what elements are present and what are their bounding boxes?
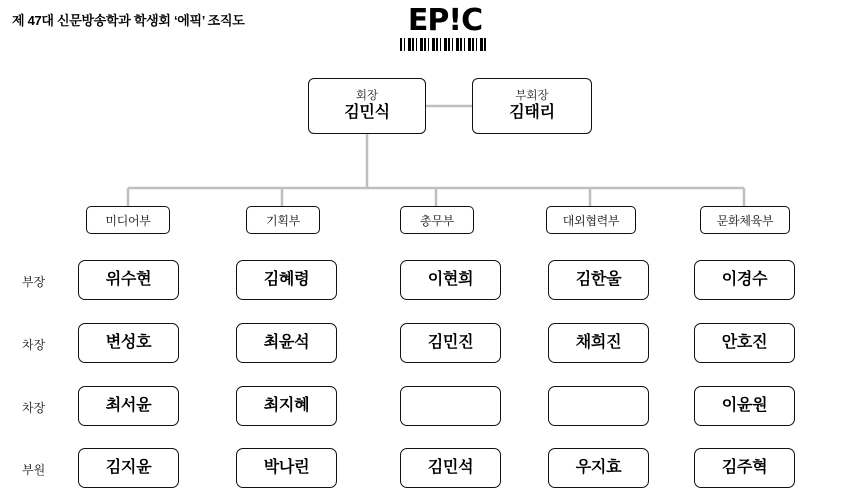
member-box (400, 260, 501, 300)
node-vice-president (472, 78, 592, 134)
member-name: 변성호 (105, 334, 152, 351)
member-box (78, 386, 179, 426)
member-box (236, 386, 337, 426)
member-name: 김민진 (427, 334, 474, 351)
member-box (694, 386, 795, 426)
member-name: 안호진 (721, 334, 768, 351)
member-name: 우지효 (575, 459, 622, 476)
member-box (548, 448, 649, 488)
member-box (694, 260, 795, 300)
dept-header-media (86, 206, 170, 234)
member-box (78, 323, 179, 363)
dept-label: 총무부 (420, 213, 454, 228)
node-president (308, 78, 426, 134)
dept-header-planning (246, 206, 320, 234)
dept-header-general-affairs (400, 206, 474, 234)
member-name: 김혜령 (263, 271, 310, 288)
member-box (236, 323, 337, 363)
president-role: 회장 (355, 90, 379, 102)
member-box (548, 323, 649, 363)
row-label-bujang: 부장 (22, 275, 46, 289)
vice-president-role: 부회장 (515, 90, 549, 102)
member-box (400, 323, 501, 363)
dept-label: 문화체육부 (716, 213, 774, 228)
member-box-empty (400, 386, 501, 426)
epic-logo (400, 3, 490, 54)
page-title: 제 47대 신문방송학과 학생회 ‘에픽’ 조직도 (12, 13, 245, 28)
member-name: 최윤석 (263, 334, 310, 351)
logo-wordmark: EP!C (407, 3, 483, 38)
vice-president-name: 김태리 (509, 104, 555, 121)
member-box-empty (548, 386, 649, 426)
dept-label: 대외협력부 (562, 213, 620, 228)
dept-header-culture-sports (700, 206, 790, 234)
row-label-buwon: 부원 (22, 463, 46, 477)
president-name: 김민식 (344, 104, 390, 121)
member-name: 위수현 (105, 271, 152, 288)
member-box (78, 448, 179, 488)
member-name: 최서윤 (105, 397, 152, 414)
member-name: 김지윤 (105, 459, 152, 476)
member-box (236, 448, 337, 488)
member-name: 이현희 (427, 271, 474, 288)
member-name: 박나린 (263, 459, 310, 476)
member-name: 김한울 (575, 271, 622, 288)
member-name: 김주혁 (721, 459, 768, 476)
row-label-chajang-2: 차장 (22, 401, 46, 415)
member-name: 최지혜 (263, 397, 310, 414)
member-name: 이윤원 (721, 397, 768, 414)
dept-label: 기획부 (266, 213, 300, 228)
member-box (236, 260, 337, 300)
member-box (694, 448, 795, 488)
member-name: 김민석 (427, 459, 474, 476)
member-box (548, 260, 649, 300)
member-box (694, 323, 795, 363)
logo-barcode-icon (400, 38, 488, 51)
dept-header-external-relations (546, 206, 636, 234)
row-label-chajang-1: 차장 (22, 338, 46, 352)
dept-label: 미디어부 (105, 213, 151, 228)
member-box (400, 448, 501, 488)
member-name: 채희진 (575, 334, 622, 351)
member-name: 이경수 (721, 271, 768, 288)
member-box (78, 260, 179, 300)
